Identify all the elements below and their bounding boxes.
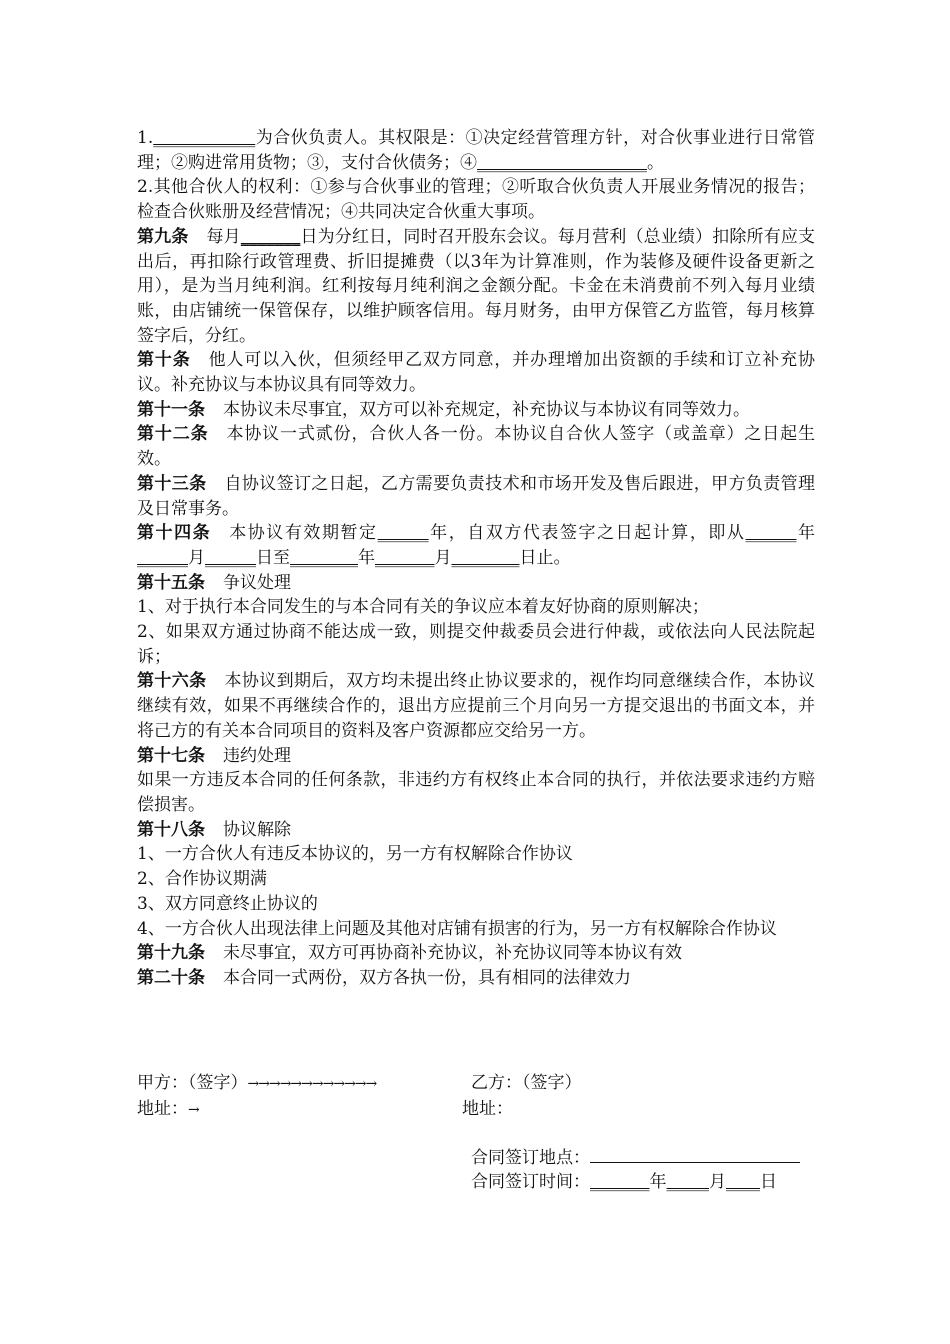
party-a-address [137, 1097, 199, 1122]
article-15 [137, 571, 815, 596]
time-label: 合同签订时间： [471, 1172, 590, 1192]
party-a-signature [137, 1071, 376, 1096]
article-heading: 第十三条 [137, 473, 207, 494]
article-18-item-2: 2、合作协议期满 [137, 869, 267, 890]
article-text: 本协议到期后，双方均未提出终止协议要求的，视作均同意继续合作，本协议继续有效，如果不再继续合作的，退出方应提前三个月向另一方提交退出的书面文本，并将己方的有关本合同项目的资料及客户资源都应交给另一方。 [137, 671, 816, 741]
article-heading: 第十五条 [137, 572, 205, 593]
item-text: 为合伙负责人。其权限是：①决定经营管理方针，对合伙事业进行日常管理；②购进常用货物；③，支付合伙债务；④ [137, 128, 815, 173]
article-heading: 第十一条 [137, 399, 205, 420]
article-15-item-1: 1、对于执行本合同发生的与本合同有关的争议应本着友好协商的原则解决； [137, 597, 709, 618]
article-18-item-4: 4、一方合伙人出现法律上问题及其他对店铺有损害的行为，另一方有权解除合作协议 [137, 918, 777, 939]
blank-field: ______ [745, 523, 797, 544]
article-heading: 第二十条 [137, 967, 205, 988]
blank-field: _______ [240, 226, 301, 247]
blank-field: ____________ [153, 128, 256, 148]
article-heading: 第十九条 [137, 943, 205, 964]
blank-field: ________ [290, 547, 358, 568]
article-text: 他人可以入伙，但须经甲乙双方同意，并办理增加出资额的手续和订立补充协议。补充协议与本协议具有同等效力。 [137, 350, 816, 396]
tab-arrows: →→→→→→→→→→→→ [247, 1076, 377, 1092]
article-text: 本协议有效期暂定 [229, 523, 378, 544]
article-13 [137, 472, 815, 521]
item-text: 。 [647, 152, 664, 173]
partner-powers-item-2: 2.其他合伙人的权利：①参与合伙事业的管理；②听取合伙负责人开展业务情况的报告；检查合伙账册及经营情况；④共同决定合伙重大事项。 [137, 177, 815, 223]
item-number: 1. [137, 128, 154, 148]
article-14 [137, 521, 815, 570]
contract-body [137, 126, 815, 991]
article-17-body: 如果一方违反本合同的任何条款，非违约方有权终止本合同的执行，并依法要求违约方赔偿损害。 [137, 770, 815, 815]
month-label: 月 [709, 1172, 726, 1192]
blank-field: ______ [377, 523, 429, 544]
article-text: 日至 [256, 547, 290, 568]
article-17 [137, 744, 815, 769]
article-heading: 第十条 [137, 350, 191, 371]
signing-time [471, 1170, 777, 1194]
party-b-address: 地址： [462, 1099, 513, 1119]
article-text: 本合同一式两份，双方各执一份，具有相同的法律效力 [223, 967, 631, 988]
blank-field: _______ [590, 1172, 650, 1192]
article-12 [137, 422, 815, 471]
party-a-label: 甲方：（签字） [137, 1073, 248, 1093]
article-text: 日止。 [519, 547, 571, 568]
article-text: 日为分红日，同时召开股东会议。每月营利（总业绩）扣除所有应支出后，再扣除行政管理费、折旧提摊费（以3年为计算准则，作为装修及硬件设备更新之用），是为当月纯利润。红利按每月纯利润之金额分配。卡金在未消费前不列入每月业绩账，由店铺统一保管保存，以维护顾客信用。每月财务，由甲方保管乙方监管，每月核算签字后，分红。 [137, 226, 816, 346]
article-text: 年，自双方代表签字之日起计算，即从 [428, 523, 746, 544]
article-heading: 第十四条 [137, 523, 212, 544]
article-heading: 第十七条 [137, 745, 205, 766]
article-19 [137, 941, 815, 966]
article-9 [137, 225, 815, 349]
place-label: 合同签订地点： [471, 1148, 590, 1168]
article-text: 年 [358, 547, 375, 568]
article-text: 每月 [206, 226, 241, 247]
article-text: 本协议一式贰份，合伙人各一份。本协议自合伙人签字（或盖章）之日起生效。 [137, 424, 816, 470]
blank-field: ______ [137, 547, 188, 568]
address-label: 地址： [137, 1099, 188, 1119]
blank-field: ________ [451, 547, 520, 568]
party-b-signature: 乙方：（签字） [471, 1073, 582, 1093]
article-text: 本协议未尽事宜，双方可以补充规定，补充协议与本协议有同等效力。 [223, 399, 750, 420]
article-10 [137, 348, 815, 397]
tab-arrow: → [188, 1102, 199, 1118]
blank-field: _______ [375, 547, 435, 568]
article-15-item-2: 2、如果双方通过协商不能达成一致，则提交仲裁委员会进行仲裁，或依法向人民法院起诉； [137, 622, 815, 667]
article-text: 月 [434, 547, 452, 568]
article-text: 协议解除 [223, 819, 291, 840]
article-heading: 第十二条 [137, 424, 209, 445]
place-blank-line [590, 1148, 800, 1163]
article-16 [137, 669, 815, 743]
article-heading: 第十八条 [137, 819, 205, 840]
article-text: 月 [188, 547, 205, 568]
blank-field: ____ [726, 1172, 760, 1192]
year-label: 年 [649, 1172, 667, 1192]
signing-place [471, 1146, 800, 1170]
blank-field: ______ [205, 547, 256, 568]
article-18 [137, 818, 815, 843]
blank-field: ____________________ [477, 152, 647, 173]
article-text: 年 [796, 523, 816, 544]
article-text: 自协议签订之日起，乙方需要负责技术和市场开发及售后跟进，甲方负责管理及日常事务。 [137, 473, 816, 519]
article-18-item-3: 3、双方同意终止协议的 [137, 893, 318, 914]
article-text: 未尽事宜，双方可再协商补充协议，补充协议同等本协议有效 [223, 943, 682, 964]
partner-powers-item-1 [137, 126, 815, 175]
article-text: 争议处理 [223, 572, 291, 593]
article-heading: 第九条 [137, 226, 189, 247]
article-20 [137, 966, 815, 991]
article-text: 违约处理 [223, 745, 291, 766]
day-label: 日 [760, 1172, 777, 1192]
article-18-item-1: 1、一方合伙人有违反本协议的，另一方有权解除合作协议 [137, 844, 573, 865]
article-heading: 第十六条 [137, 671, 207, 692]
article-11 [137, 398, 815, 423]
blank-field: _____ [666, 1172, 709, 1192]
